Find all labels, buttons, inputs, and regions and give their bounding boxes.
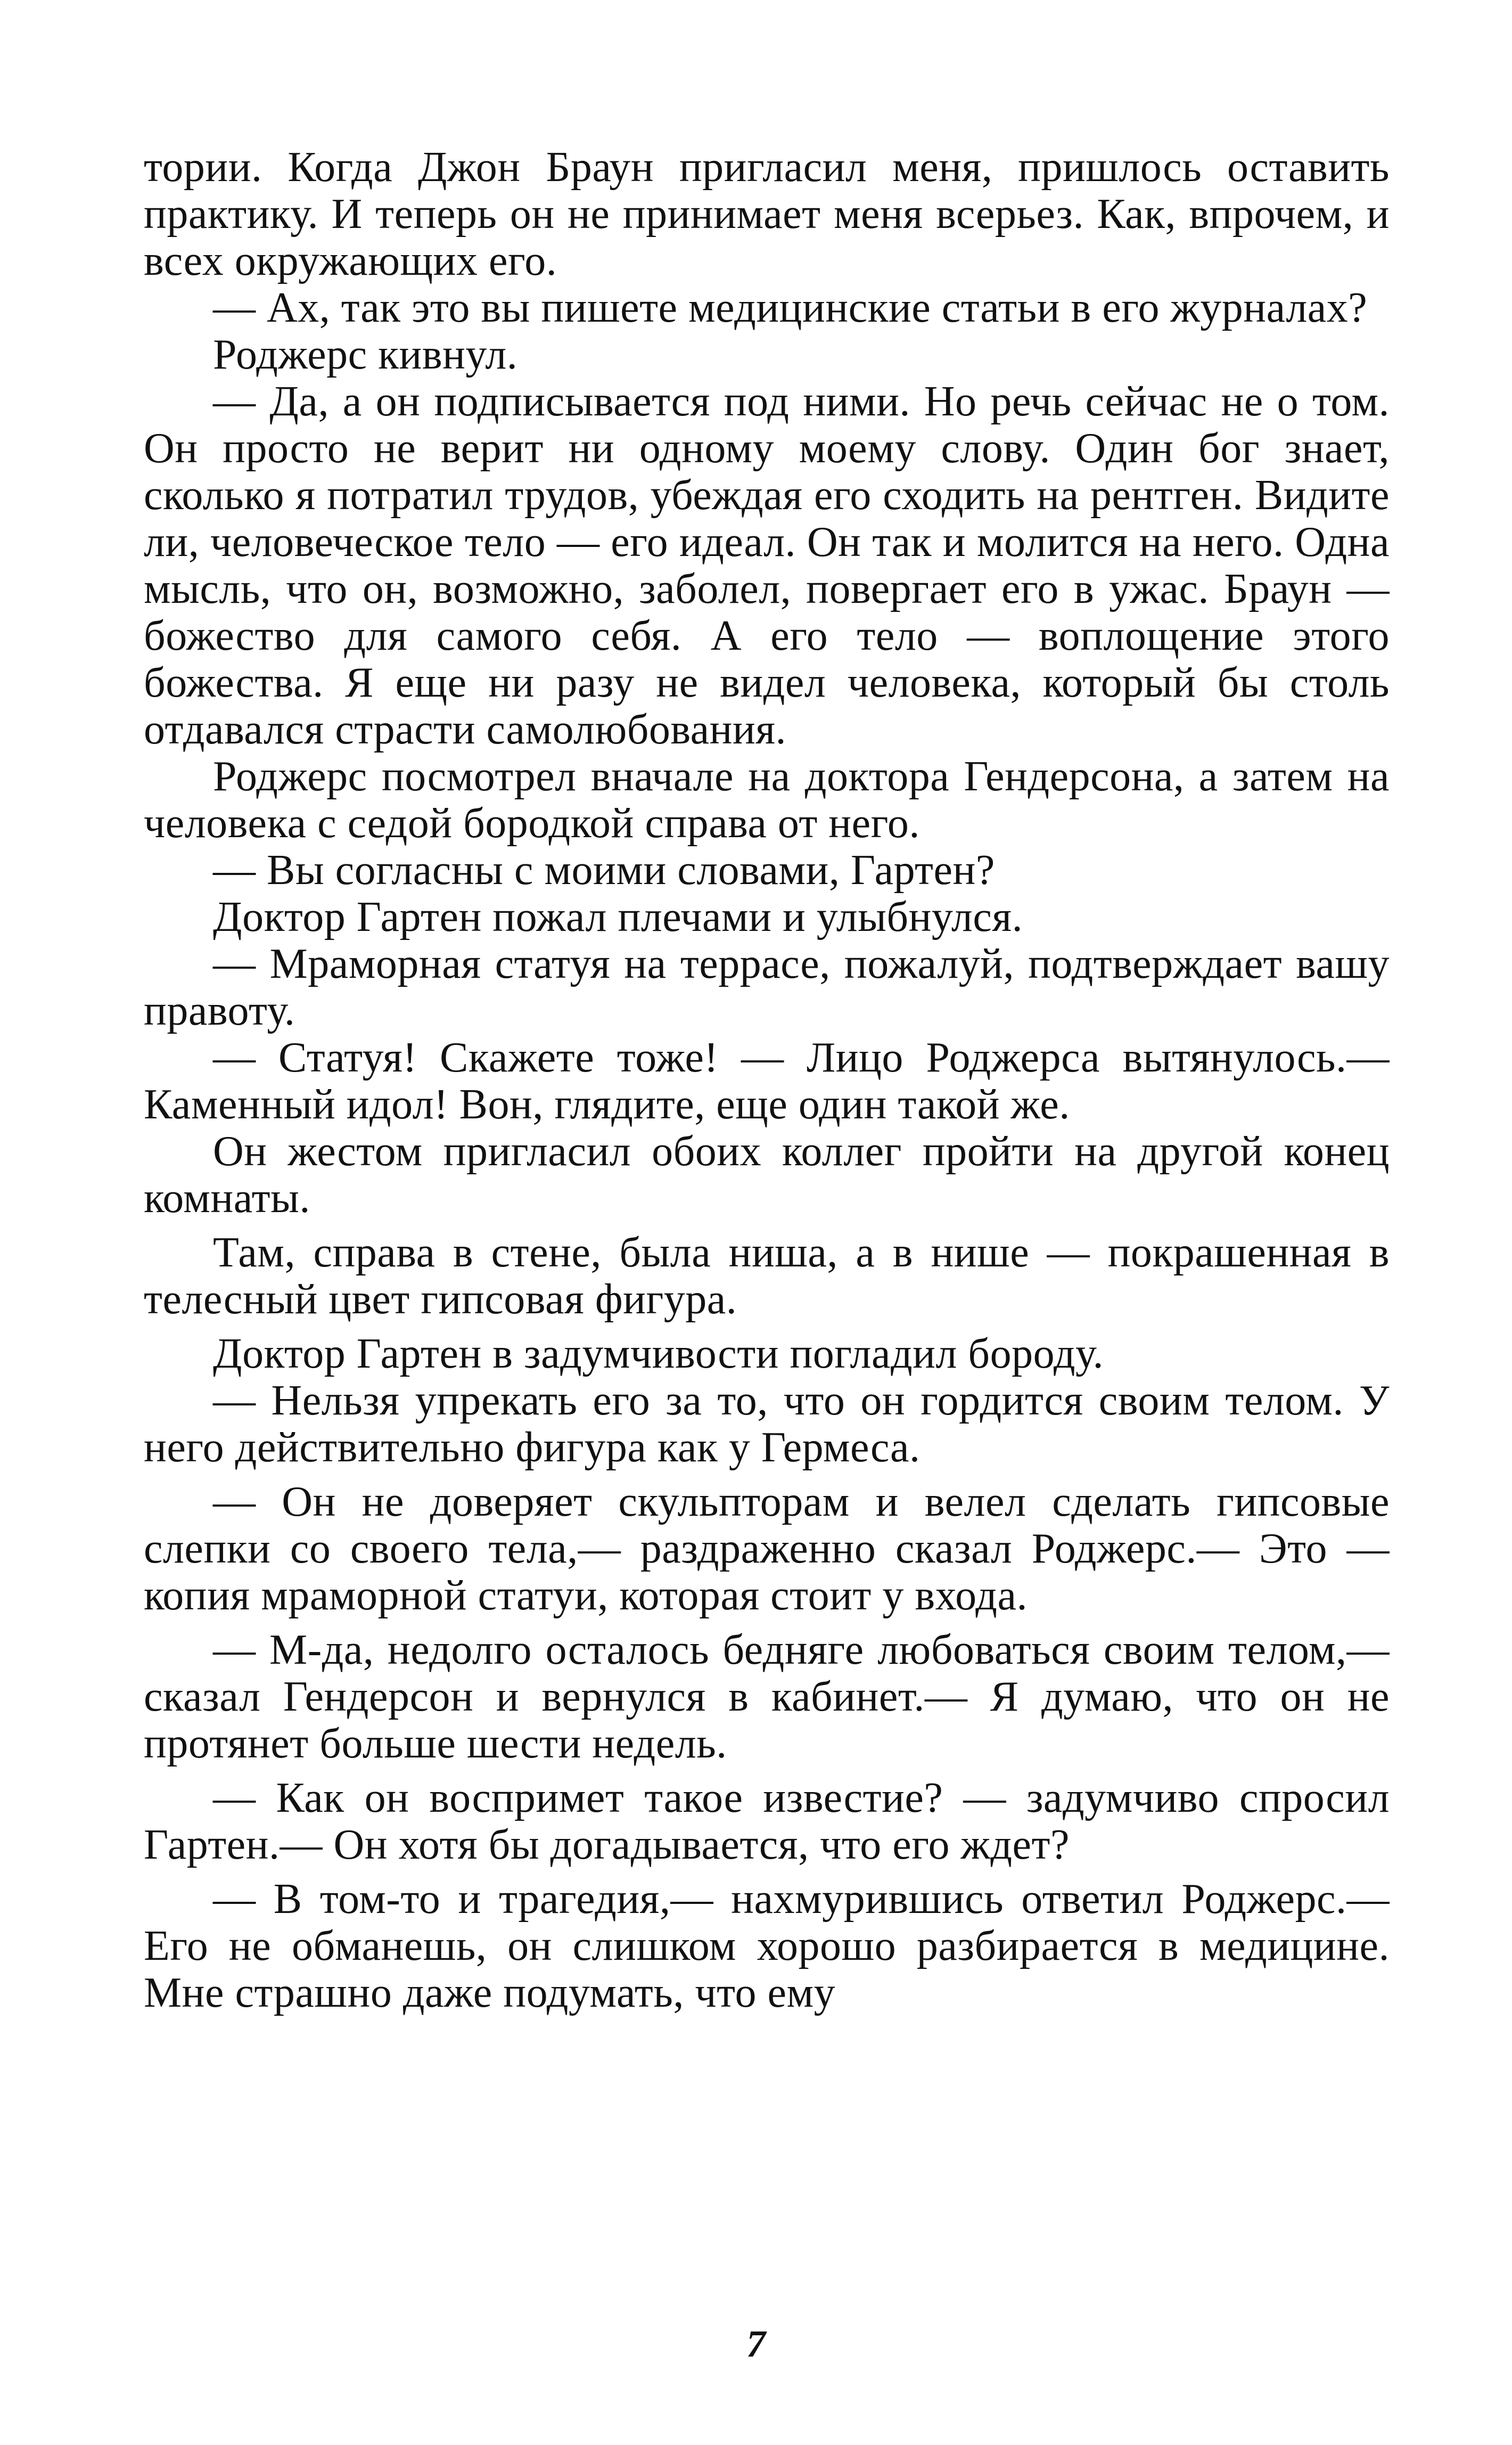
paragraph: — Да, а он подписывается под ними. Но речь сейчас не о том. Он просто не верит ни одному моему слову. Один бог знает, сколько я потратил трудов, убеждая его сходить на рентген. Видите ли, человеческое тело — его идеал. Он так и молится на него. Одна мысль, что он, возможно, заболел, повергает его в ужас. Браун — божество для самого себя. А его тело — воплощение этого божества. Я еще ни разу не видел человека, который бы столь отдавался страсти самолюбования. [144, 378, 1390, 753]
paragraph: — В том-то и трагедия,— нахмурившись ответил Роджерс.— Его не обманешь, он слишком хорошо разбирается в медицине. Мне страшно даже подумать, что ему [144, 1876, 1390, 2016]
paragraph: — Мраморная статуя на террасе, пожалуй, подтверждает вашу правоту. [144, 941, 1390, 1034]
paragraph: Там, справа в стене, была ниша, а в нише — покрашенная в телесный цвет гипсовая фигура. [144, 1229, 1390, 1323]
paragraph: — Вы согласны с моими словами, Гартен? [213, 847, 995, 894]
paragraph: Роджерс кивнул. [213, 331, 518, 378]
paragraph: Он жестом пригласил обоих коллег пройти на другой конец комнаты. [144, 1128, 1390, 1222]
paragraph: — Нельзя упрекать его за то, что он гордится своим телом. У него действительно фигура как у Гермеса. [144, 1377, 1390, 1471]
paragraph: — М-да, недолго осталось бедняге любоваться своим телом,— сказал Гендерсон и вернулся в кабинет.— Я думаю, что он не протянет больше шести недель. [144, 1626, 1390, 1767]
page-number: 7 [746, 2323, 766, 2365]
paragraph: — Он не доверяет скульпторам и велел сделать гипсовые слепки со своего тела,— раздраженно сказал Роджерс.— Это — копия мраморной статуи, которая стоит у входа. [144, 1478, 1390, 1619]
paragraph: тории. Когда Джон Браун пригласил меня, пришлось оставить практику. И теперь он не принимает меня всерьез. Как, впрочем, и всех окружающих его. [144, 144, 1390, 284]
paragraph: Доктор Гартен в задумчивости погладил бороду. [213, 1330, 1104, 1377]
paragraph: — Ах, так это вы пишете медицинские статьи в его журналах? [213, 284, 1368, 331]
paragraph: Роджерс посмотрел вначале на доктора Гендерсона, а затем на человека с седой бородкой справа от него. [144, 753, 1390, 847]
paragraph: — Статуя! Скажете тоже! — Лицо Роджерса вытянулось.— Каменный идол! Вон, глядите, еще один такой же. [144, 1034, 1390, 1128]
paragraph: — Как он воспримет такое известие? — задумчиво спросил Гартен.— Он хотя бы догадывается, что его ждет? [144, 1775, 1390, 1868]
paragraph: Доктор Гартен пожал плечами и улыбнулся. [213, 894, 1023, 941]
page-text [144, 144, 1390, 2016]
